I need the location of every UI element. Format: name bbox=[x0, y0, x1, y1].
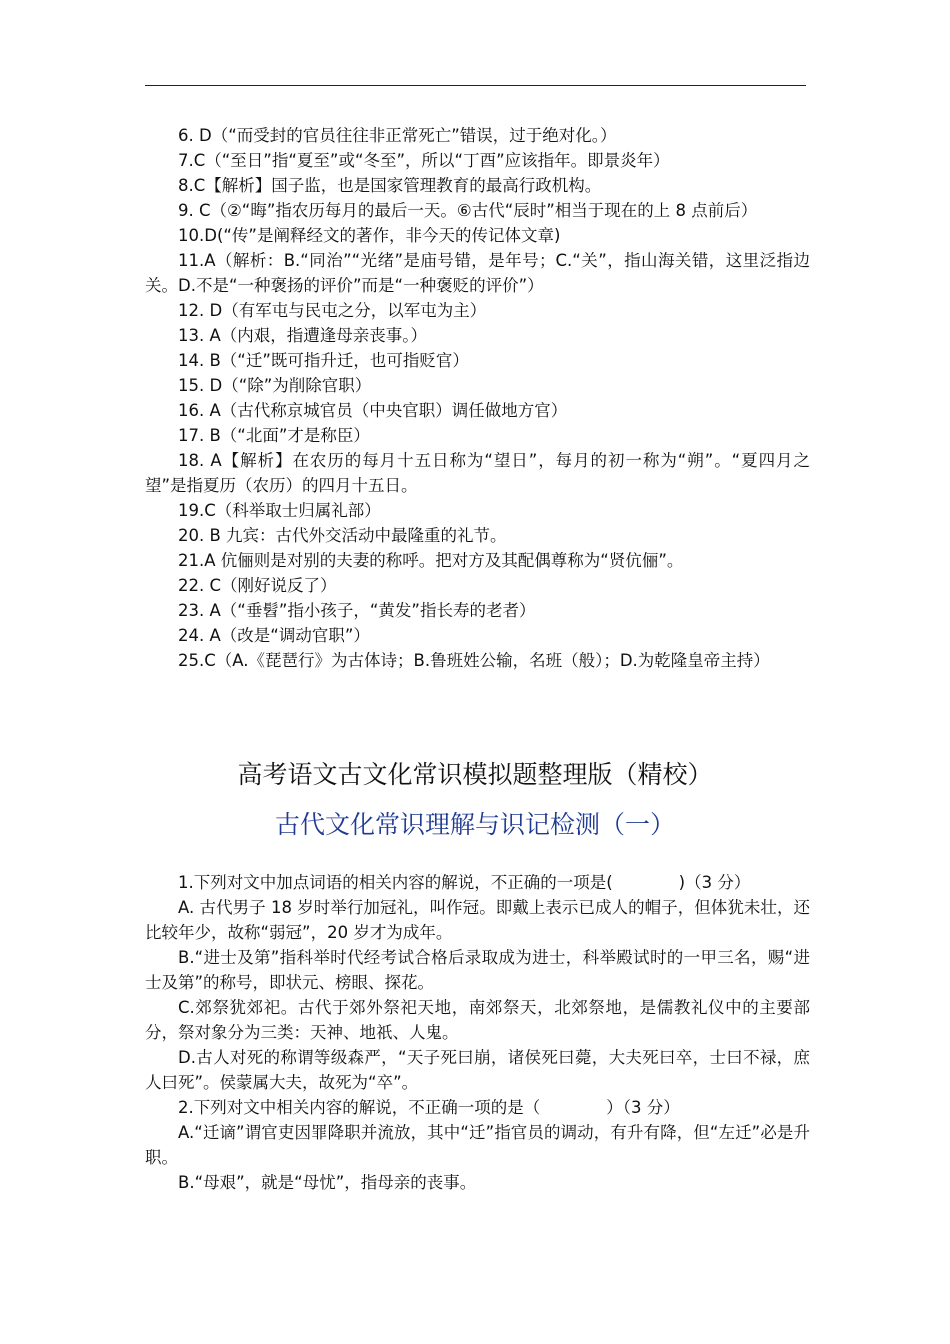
answer-line: 20. B 九宾：古代外交活动中最隆重的礼节。 bbox=[178, 526, 507, 545]
answer-line: 18. A【解析】在农历的每月十五日称为“望日”，每月的初一称为“朔”。“夏四月之望”是指夏历（农历）的四月十五日。 bbox=[145, 451, 810, 495]
question-stem: 2.下列对文中相关内容的解说，不正确一项的是（ ）（3 分） bbox=[178, 1098, 680, 1117]
answer-line: 17. B（“北面”才是称臣） bbox=[178, 426, 370, 445]
header-rule bbox=[145, 85, 806, 86]
section-subtitle: 古代文化常识理解与识记检测（一） bbox=[274, 810, 675, 839]
answer-line: 24. A（改是“调动官职”） bbox=[178, 626, 370, 645]
answer-line: 13. A（内艰，指遭逢母亲丧事。） bbox=[178, 326, 428, 345]
answer-line: 23. A（“垂髫”指小孩子，“黄发”指长寿的老者） bbox=[178, 601, 536, 620]
answer-line: 11.A（解析：B.“同治”“光绪”是庙号错，是年号；C.“关”，指山海关错，这里泛指边关。D.不是“一种褒扬的评价”而是“一种褒贬的评价”） bbox=[145, 251, 810, 295]
answer-line: 6. D（“而受封的官员往往非正常死亡”错误，过于绝对化。） bbox=[178, 126, 617, 145]
answer-line: 16. A（古代称京城官员（中央官职）调任做地方官） bbox=[178, 401, 568, 420]
answer-line: 22. C（刚好说反了） bbox=[178, 576, 337, 595]
answer-line: 15. D（“除”为削除官职） bbox=[178, 376, 372, 395]
question-option: C.郊祭犹郊祀。古代于郊外祭祀天地，南郊祭天，北郊祭地，是儒教礼仪中的主要部分，祭对象分为三类：天神、地祇、人鬼。 bbox=[145, 998, 810, 1042]
question-option: B.“母艰”，就是“母忧”，指母亲的丧事。 bbox=[178, 1173, 477, 1192]
question-option: A.“迁谪”谓官吏因罪降职并流放，其中“迁”指官员的调动，有升有降，但“左迁”必是升职。 bbox=[145, 1123, 810, 1167]
page-title: 高考语文古文化常识模拟题整理版（精校） bbox=[237, 760, 713, 789]
answer-line: 10.D(“传”是阐释经文的著作，非今天的传记体文章) bbox=[178, 226, 561, 245]
question-option: A. 古代男子 18 岁时举行加冠礼，叫作冠。即戴上表示已成人的帽子，但体犹未壮，还比较年少，故称“弱冠”，20 岁才为成年。 bbox=[145, 898, 810, 942]
answer-line: 21.A 伉俪则是对别的夫妻的称呼。把对方及其配偶尊称为“贤伉俪”。 bbox=[178, 551, 684, 570]
question-section bbox=[145, 870, 810, 1195]
answer-line: 14. B（“迁”既可指升迁，也可指贬官） bbox=[178, 351, 469, 370]
answer-line: 8.C【解析】国子监，也是国家管理教育的最高行政机构。 bbox=[178, 176, 602, 195]
answer-line: 25.C（A.《琵琶行》为古体诗；B.鲁班姓公输，名班（般）；D.为乾隆皇帝主持） bbox=[178, 651, 770, 670]
answer-line: 7.C（“至日”指“夏至”或“冬至”，所以“丁酉”应该指年。即景炎年） bbox=[178, 151, 670, 170]
answer-line: 9. C（②“晦”指农历每月的最后一天。⑥古代“辰时”相当于现在的上 8 点前后） bbox=[178, 201, 758, 220]
question-option: D.古人对死的称谓等级森严，“天子死曰崩，诸侯死曰薨，大夫死曰卒，士曰不禄，庶人曰死”。侯蒙属大夫，故死为“卒”。 bbox=[145, 1048, 810, 1092]
question-option: B.“进士及第”指科举时代经考试合格后录取成为进士，科举殿试时的一甲三名，赐“进士及第”的称号，即状元、榜眼、探花。 bbox=[145, 948, 810, 992]
question-stem: 1.下列对文中加点词语的相关内容的解说，不正确的一项是( )（3 分） bbox=[178, 873, 751, 892]
answer-key bbox=[145, 123, 810, 673]
answer-line: 12. D（有军屯与民屯之分，以军屯为主） bbox=[178, 301, 487, 320]
answer-line: 19.C（科举取士归属礼部） bbox=[178, 501, 381, 520]
